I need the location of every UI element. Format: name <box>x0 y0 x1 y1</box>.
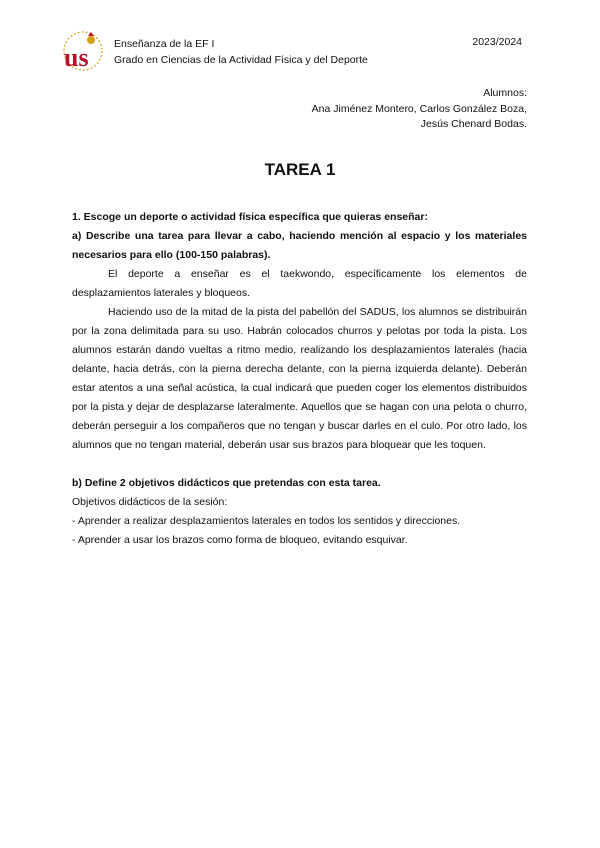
objectives-intro: Objetivos didácticos de la sesión: <box>72 496 228 508</box>
students-line-2: Jesús Chenard Bodas. <box>420 118 527 130</box>
objective-item-1: - Aprender a realizar desplazamientos laterales en todos los sentidos y direcciones. <box>72 515 461 527</box>
question-1b: b) Define 2 objetivos didácticos que pretendas con esta tarea. <box>72 477 381 489</box>
objective-item-2: - Aprender a usar los brazos como forma de bloqueo, evitando esquivar. <box>72 534 408 546</box>
university-logo <box>60 30 106 72</box>
students-line-1: Ana Jiménez Montero, Carlos González Boza, <box>311 102 527 115</box>
document-body <box>72 208 527 550</box>
answer-paragraph-2: Haciendo uso de la mitad de la pista del pabellón del SADUS, los alumnos se distribuirán por la zona delimitada para su uso. Habrán colocados churros y pelotas por toda la pista. Los alumnos estarán dando vueltas a ritmo medio, realizando los desplazamientos laterales (hacia delante, hacia detrás, con la pierna derecha delante, con la pierna izquierda delante). Deberán estar atentos a una señal acústica, la cual indicará que pueden coger los elementos distribuidos por la pista y dejar de desplazarse lateralmente. Aquellos que se hagan con una pelota o churro, deberán perseguir a los compañeros que no tengan y buscar darles en el culo. Por otro lado, los alumnos que no tengan material, deberán usar sus brazos para bloquear que les toquen. <box>72 306 527 451</box>
students-label: Alumnos: <box>483 87 527 99</box>
academic-year: 2023/2024 <box>472 36 522 48</box>
question-1: 1. Escoge un deporte o actividad física específica que quieras enseñar: <box>72 211 428 223</box>
question-1a: a) Describe una tarea para llevar a cabo, haciendo mención al espacio y los materiales necesarios para ello (100-150 palabras). <box>72 230 527 261</box>
logo-text: us <box>64 43 89 72</box>
degree-name: Grado en Ciencias de la Actividad Física y del Deporte <box>114 54 368 66</box>
answer-paragraph-1: El deporte a enseñar es el taekwondo, específicamente los elementos de desplazamientos laterales y bloqueos. <box>72 268 527 299</box>
page-title: TAREA 1 <box>264 160 336 179</box>
header-info <box>114 36 368 68</box>
students-block <box>312 86 527 133</box>
course-name: Enseñanza de la EF I <box>114 38 215 50</box>
